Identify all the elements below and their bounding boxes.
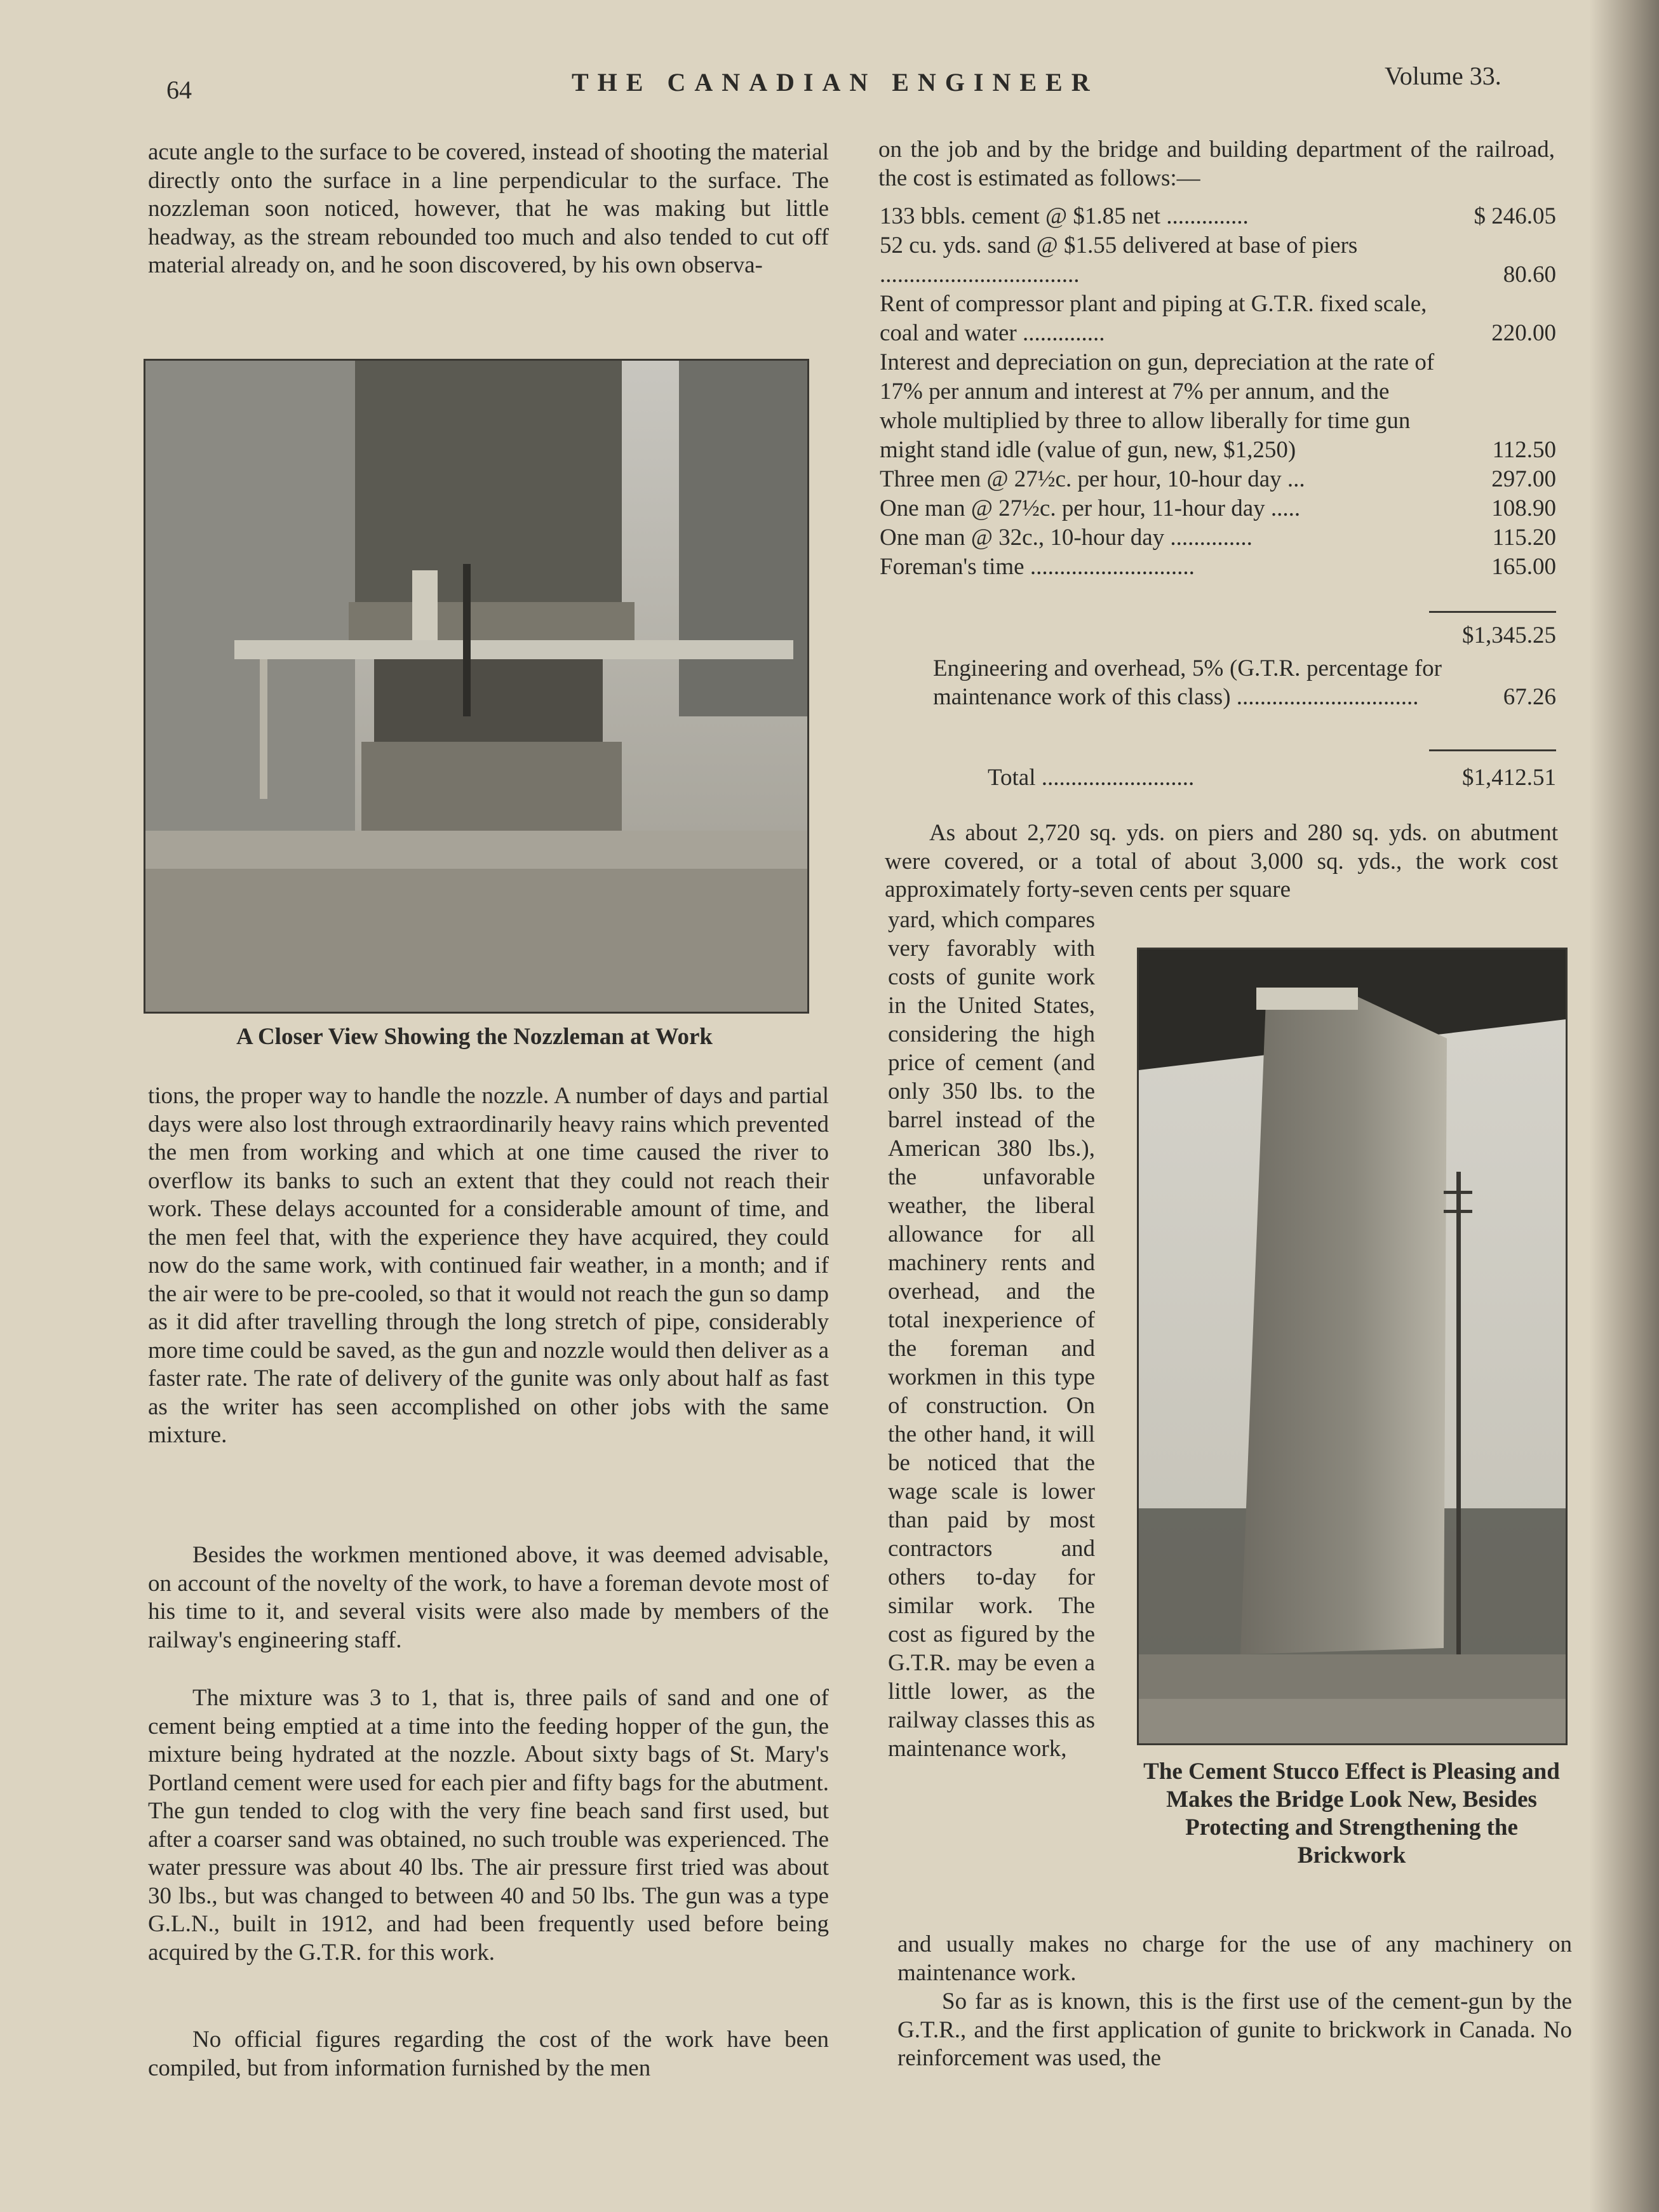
- left-paragraph-3: Besides the workmen mentioned above, it was deemed advisable, on account of the novelty of the work, to have a foreman devote most of his time to it, and several visits were also made by members of the railway's engineering staff.: [148, 1542, 829, 1653]
- page-header: [0, 0, 1659, 127]
- right-narrow-paragraph: yard, which compares very favorably with costs of gunite work in the United States, considering the high price of cement (and only 350 lbs. to the barrel instead of the American 380 lbs.), the unfavorable weather, the liberal allowance for all machinery rents and overhead, and the total inexperience of the foreman and workmen in this type of construction. On the other hand, it will be noticed that the wage scale is lower than paid by most contractors and others to-day for similar work. The cost as figured by the G.T.R. may be even a little lower, as the railway classes this as maintenance work,: [888, 907, 1095, 1762]
- subtotal-row: [880, 621, 1556, 650]
- right-cost-paragraph: As about 2,720 sq. yds. on piers and 280 sq. yds. on abutment were covered, or a total of about 3,000 sq. yds., the work cost approximately forty-seven cents per square: [885, 820, 1558, 902]
- total-row: [988, 763, 1556, 793]
- cost-row: [880, 202, 1556, 231]
- cost-description: Foreman's time ............................: [880, 554, 1195, 580]
- page-number: 64: [166, 76, 192, 104]
- cost-row: [880, 465, 1556, 494]
- engineering-description: Engineering and overhead, 5% (G.T.R. percentage for maintenance work of this class) ...............................: [933, 655, 1442, 710]
- right-intro-paragraph: on the job and by the bridge and building department of the railroad, the cost is estimated as follows:—: [878, 137, 1555, 191]
- total-rule: [1429, 749, 1556, 751]
- cost-row: [880, 290, 1556, 348]
- subtotal-amount: $1,345.25: [1462, 622, 1556, 648]
- left-paragraph-2: tions, the proper way to handle the nozzle. A number of days and partial days were also lost through extraordinarily heavy rains which prevented the men from working and which at one time caused the river to overflow its banks to such an extent that they could not reach their work. These delays accounted for a considerable amount of time, and the men feel that, with the experience they have acquired, they could now do the same work, with continued fair weather, in a month; and if the air were to be pre-cooled, so that it would not reach the gun so damp as it did after travelling through the long stretch of pipe, considerably more time could be saved, as the gun and nozzle would then deliver as a faster rate. The rate of delivery of the gunite was only about half as fast as the writer has seen accomplished on other jobs with the same mixture.: [148, 1083, 829, 1448]
- cost-description: Rent of compressor plant and piping at G.T.R. fixed scale, coal and water ..............: [880, 291, 1427, 346]
- photo-nozzleman: [144, 359, 809, 1014]
- volume-label: Volume 33.: [1385, 62, 1501, 90]
- cost-description: Interest and depreciation on gun, depreciation at the rate of 17% per annum and interest at 7% per annum, and the whole multiplied by three to allow liberally for time gun might stand idle (value of gun, new, $1,250): [880, 349, 1435, 463]
- engineering-row: [880, 654, 1556, 711]
- cost-description: One man @ 32c., 10-hour day ..............: [880, 525, 1253, 551]
- cost-description: One man @ 27½c. per hour, 11-hour day .....: [880, 495, 1301, 521]
- left-paragraph-4: The mixture was 3 to 1, that is, three pails of sand and one of cement being emptied at a time into the feeding hopper of the gun, the mixture being hydrated at the nozzle. About sixty bags of St. Mary's Portland cement were used for each pier and fifty bags for the abutment. The gun tended to clog with the very fine beach sand first used, but after a coarser sand was obtained, no such trouble was experienced. The water pressure was about 40 lbs. The air pressure first tried was about 30 lbs., but was changed to between 40 and 50 lbs. The gun was a type G.L.N., built in 1912, and had been frequently used before being acquired by the G.T.R. for this work.: [148, 1685, 829, 1966]
- cost-row: [880, 231, 1556, 290]
- cost-row: [880, 523, 1556, 553]
- photo-bridge-pier: [1137, 948, 1568, 1745]
- cost-amount: 220.00: [1491, 320, 1556, 346]
- page-edge-shadow: [1589, 0, 1659, 2212]
- photo-nozzleman-image: [145, 361, 807, 1012]
- total-label: Total ..........................: [988, 765, 1195, 791]
- engineering-amount: 67.26: [1503, 684, 1556, 710]
- journal-title: THE CANADIAN ENGINEER: [572, 68, 1099, 97]
- right-after-narrow-paragraph: and usually makes no charge for the use of any machinery on maintenance work.: [897, 1931, 1572, 1986]
- cost-amount: 165.00: [1491, 554, 1556, 580]
- photo-bridge-pier-image: [1139, 949, 1566, 1743]
- photo-nozzleman-caption: A Closer View Showing the Nozzleman at Work: [236, 1024, 713, 1050]
- cost-table: [880, 202, 1556, 582]
- photo-bridge-pier-caption: The Cement Stucco Effect is Pleasing and Makes the Bridge Look New, Besides Protecting and Strengthening the Brickwork: [1143, 1759, 1560, 1868]
- cost-amount: 80.60: [1503, 262, 1556, 288]
- cost-description: 133 bbls. cement @ $1.85 net ..............: [880, 203, 1249, 229]
- cost-description: Three men @ 27½c. per hour, 10-hour day ...: [880, 466, 1305, 492]
- cost-amount: 297.00: [1491, 466, 1556, 492]
- cost-description: 52 cu. yds. sand @ $1.55 delivered at base of piers ..................................: [880, 232, 1358, 288]
- subtotal-rule: [1429, 611, 1556, 613]
- cost-row: [880, 348, 1556, 465]
- cost-row: [880, 553, 1556, 582]
- cost-row: [880, 494, 1556, 523]
- cost-amount: 108.90: [1491, 495, 1556, 521]
- right-last-paragraph: So far as is known, this is the first use of the cement-gun by the G.T.R., and the first application of gunite to brickwork in Canada. No reinforcement was used, the: [897, 1988, 1572, 2071]
- left-paragraph-1: acute angle to the surface to be covered, instead of shooting the material directly onto the surface in a line perpendicular to the surface. The nozzleman soon noticed, however, that he was making but little headway, as the stream rebounded too much and also tended to cut off material already on, and he soon discovered, by his own observa-: [148, 139, 829, 278]
- left-paragraph-5: No official figures regarding the cost of the work have been compiled, but from information furnished by the men: [148, 2027, 829, 2081]
- cost-amount: 112.50: [1492, 437, 1556, 463]
- total-amount: $1,412.51: [1462, 765, 1556, 791]
- cost-amount: 115.20: [1492, 525, 1556, 551]
- cost-amount: $ 246.05: [1474, 203, 1556, 229]
